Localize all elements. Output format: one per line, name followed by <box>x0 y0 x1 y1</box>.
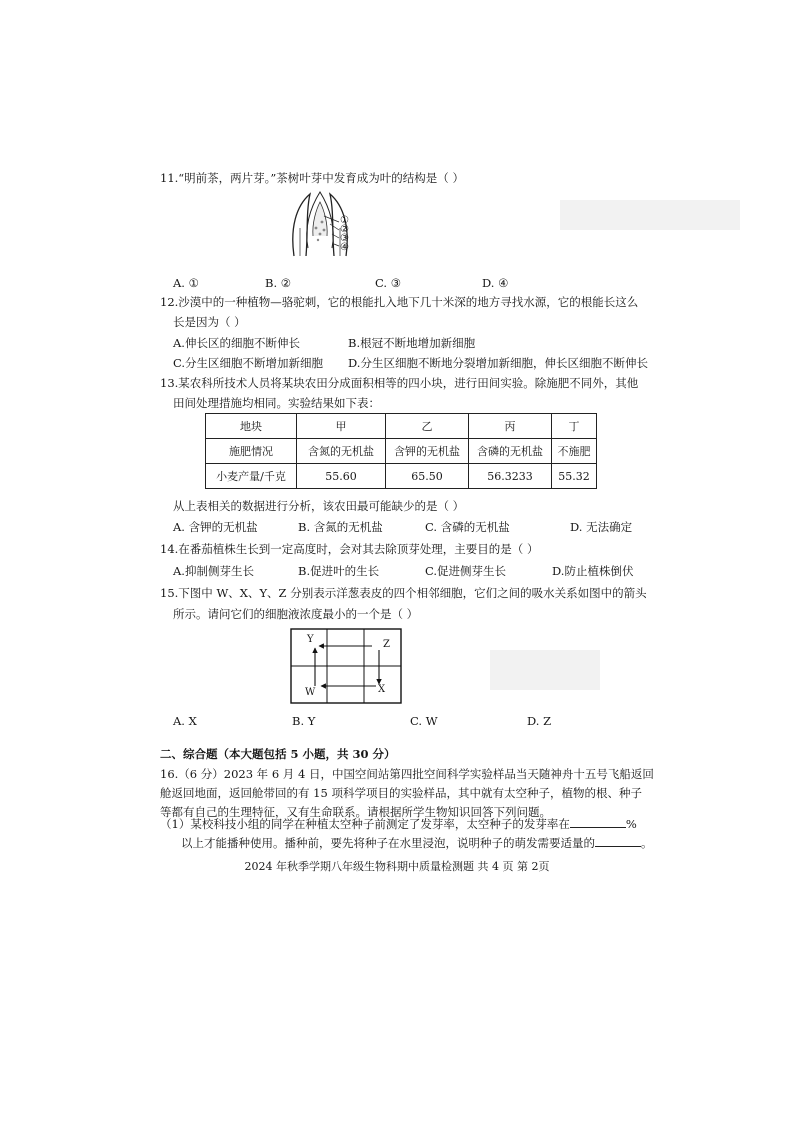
cell-label-x: X <box>378 684 386 695</box>
diagram-label-3: ③ <box>340 233 349 244</box>
scan-noise <box>490 650 600 690</box>
table-row <box>206 439 597 464</box>
table-cell: 含磷的无机盐 <box>469 439 552 464</box>
q13-option-b[interactable]: B. 含氮的无机盐 <box>298 520 383 534</box>
q16-sub1-line1 <box>160 816 637 832</box>
table-header-cell: 甲 <box>297 414 386 439</box>
q11-stem: 11.“明前茶，两片芽。”茶树叶芽中发育成为叶的结构是（ ） <box>160 171 464 185</box>
q12-option-b[interactable]: B.根冠不断地增加新细胞 <box>348 336 476 350</box>
table-cell: 小麦产量/千克 <box>206 464 297 489</box>
table-header-row <box>206 414 597 439</box>
table-cell: 施肥情况 <box>206 439 297 464</box>
q13-option-a[interactable]: A. 含钾的无机盐 <box>173 520 258 534</box>
table-header-cell: 丙 <box>469 414 552 439</box>
q16-sub1-line2 <box>181 835 653 851</box>
q13-option-d[interactable]: D. 无法确定 <box>570 520 633 534</box>
diagram-label-1: ① <box>340 215 349 226</box>
scan-noise <box>560 200 740 230</box>
q12-option-d[interactable]: D.分生区细胞不断地分裂增加新细胞，伸长区细胞不断伸长 <box>348 356 648 370</box>
q12-stem-line2: 长是因为（ ） <box>173 315 246 329</box>
germination-condition-blank[interactable] <box>595 835 641 847</box>
q15-option-c[interactable]: C. W <box>410 714 438 728</box>
table-cell: 含氮的无机盐 <box>297 439 386 464</box>
q14-option-c[interactable]: C.促进侧芽生长 <box>425 564 507 578</box>
page-footer: 2024 年秋季学期八年级生物科期中质量检测题 共 4 页 第 2页 <box>244 860 550 873</box>
table-row <box>206 464 597 489</box>
cell-label-z: Z <box>383 639 390 650</box>
q16-sub1-text2: 以上才能播种使用。播种前，要先将种子在水里浸泡，说明种子的萌发需要适量的 <box>181 836 595 850</box>
q15-option-a[interactable]: A. X <box>173 714 197 728</box>
q16-sub1-text: （1）某校科技小组的同学在种植太空种子前测定了发芽率，太空种子的发芽率在 <box>160 817 570 831</box>
q11-option-a[interactable]: A. ① <box>173 276 199 290</box>
q16-line2: 舱返回地面，返回舱带回的有 15 项科学项目的实验样品，其中就有太空种子，植物的根、种子 <box>160 786 642 800</box>
q14-stem: 14.在番茄植株生长到一定高度时，会对其去除顶芽处理，主要目的是（ ） <box>160 542 539 556</box>
q11-option-b[interactable]: B. ② <box>265 276 292 290</box>
q15-option-b[interactable]: B. Y <box>292 714 316 728</box>
q14-option-b[interactable]: B.促进叶的生长 <box>298 564 380 578</box>
q11-option-d[interactable]: D. ④ <box>482 276 509 290</box>
q12-option-a[interactable]: A.伸长区的细胞不断伸长 <box>173 336 300 350</box>
diagram-label-4: ④ <box>340 242 349 253</box>
diagram-label-2: ② <box>340 224 349 235</box>
q12-option-c[interactable]: C.分生区细胞不断增加新细胞 <box>173 356 324 370</box>
q11-option-c[interactable]: C. ③ <box>375 276 402 290</box>
q15-stem-line1: 15.下图中 W、X、Y、Z 分别表示洋葱表皮的四个相邻细胞，它们之间的吸水关系如图中的箭头 <box>160 586 647 600</box>
q14-option-a[interactable]: A.抑制侧芽生长 <box>173 564 254 578</box>
q16-line1: 16.（6 分）2023 年 6 月 4 日，中国空间站第四批空间科学实验样品当天随神舟十五号飞船返回 <box>160 767 654 781</box>
germination-rate-blank[interactable] <box>570 816 626 828</box>
table-cell: 不施肥 <box>552 439 597 464</box>
cell-label-w: W <box>305 687 316 698</box>
q12-stem-line1: 12.沙漠中的一种植物—骆驼刺，它的根能扎入地下几十米深的地方寻找水源，它的根能长这么 <box>160 295 639 309</box>
q13-follow-up: 从上表相关的数据进行分析，该农田最可能缺少的是（ ） <box>173 499 465 513</box>
table-cell: 65.50 <box>386 464 469 489</box>
q13-option-c[interactable]: C. 含磷的无机盐 <box>425 520 510 534</box>
section-heading: 二、综合题（本大题包括 5 小题，共 30 分） <box>160 747 396 761</box>
period: 。 <box>641 836 653 850</box>
q16-line3: 等都有自己的生理特征，又有生命联系。请根据所学生物知识回答下列问题。 <box>160 805 551 819</box>
q13-stem-line1: 13.某农科所技术人员将某块农田分成面积相等的四小块，进行田间实验。除施肥不同外，其他 <box>160 376 639 390</box>
table-cell: 55.32 <box>552 464 597 489</box>
table-header-cell: 丁 <box>552 414 597 439</box>
table-cell: 55.60 <box>297 464 386 489</box>
percent-sign: % <box>625 817 637 831</box>
leaf-bud-diagram <box>286 188 366 258</box>
table-header-cell: 地块 <box>206 414 297 439</box>
table-cell: 56.3233 <box>469 464 552 489</box>
q13-stem-line2: 田间处理措施均相同。实验结果如下表： <box>173 396 380 410</box>
q15-option-d[interactable]: D. Z <box>527 714 552 728</box>
q14-option-d[interactable]: D.防止植株倒伏 <box>552 564 634 578</box>
yield-table <box>205 413 597 489</box>
table-header-cell: 乙 <box>386 414 469 439</box>
table-cell: 含钾的无机盐 <box>386 439 469 464</box>
cell-label-y: Y <box>307 634 314 645</box>
q15-stem-line2: 所示。请问它们的细胞液浓度最小的一个是（ ） <box>173 607 419 621</box>
